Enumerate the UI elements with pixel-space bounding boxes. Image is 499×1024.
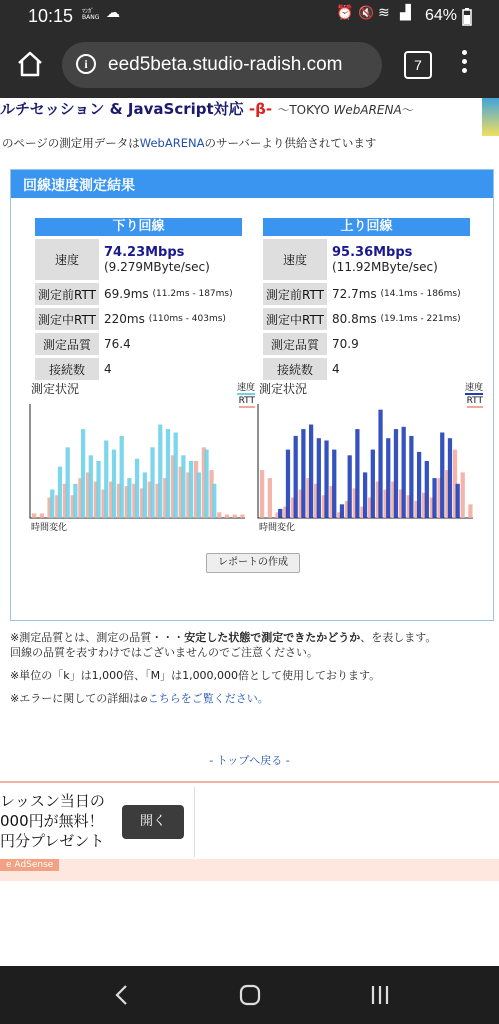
alarm-icon: ⏰	[336, 5, 354, 21]
row-value	[99, 283, 233, 305]
table-row	[263, 283, 470, 305]
notice-after: のサーバーより供給されています	[204, 136, 377, 150]
speed-value: 95.36Mbps	[332, 245, 413, 260]
note-quality-a: ※測定品質とは、測定の品質・・・	[10, 631, 185, 644]
chart-title: 測定状況	[31, 382, 80, 396]
row-value	[99, 308, 226, 330]
title-sub-prefix: 〜TOKYO	[277, 103, 334, 117]
page-title	[0, 98, 414, 119]
legend-rtt-label: RTT	[466, 396, 483, 406]
rtt-bar	[260, 470, 264, 518]
row-value: 4	[104, 362, 112, 376]
table-row	[35, 239, 242, 280]
speed-bar	[309, 425, 313, 518]
speed-bar	[348, 455, 352, 518]
speed-bar	[425, 461, 429, 518]
speed-bar	[197, 472, 201, 518]
legend-rtt-label: RTT	[238, 396, 255, 406]
speed-bar	[409, 436, 413, 518]
row-label: 速度	[263, 239, 327, 280]
clock: 10:15	[28, 6, 74, 26]
note-error	[10, 691, 436, 708]
results-heading: 回線速度測定結果	[23, 178, 135, 194]
results-header	[11, 170, 493, 198]
ad-footer-strip	[0, 859, 499, 881]
error-details-link[interactable]: こちらをご覧ください。	[147, 692, 269, 705]
speed-bar	[294, 436, 298, 518]
note-units: ※単位の「k」は1,000倍、「M」は1,000,000倍として使用しております。	[10, 669, 381, 682]
speed-bar	[166, 429, 170, 518]
speed-bar	[81, 429, 85, 518]
row-value: 70.9	[332, 337, 359, 351]
table-row	[35, 358, 242, 380]
row-label: 速度	[35, 239, 99, 280]
home-nav-icon[interactable]	[239, 984, 261, 1006]
table-row	[263, 358, 470, 380]
table-row	[263, 308, 470, 330]
rtt-range: (14.1ms - 186ms)	[380, 289, 461, 299]
notes	[10, 630, 436, 713]
battery-icon	[462, 8, 472, 26]
browser-toolbar	[0, 34, 499, 98]
speed-bar	[158, 425, 162, 518]
ad-line3: 円分プレゼント	[0, 832, 105, 850]
speed-bar	[317, 438, 321, 518]
system-navigation-bar	[0, 966, 499, 1024]
webarena-link[interactable]: WebARENA	[139, 136, 205, 150]
note-quality-b: 安定した状態で測定できたかどうか	[184, 631, 361, 644]
title-sub-suffix: 〜	[401, 103, 414, 117]
speed-bar	[181, 455, 185, 518]
status-bar	[0, 0, 499, 34]
upload-table	[263, 218, 470, 380]
speed-bar	[73, 484, 77, 518]
note-quality-line2: 回線の品質を表すわけではございませんのでご注意ください。	[10, 646, 318, 659]
notice-before: のページの測定用データは	[2, 136, 140, 150]
title-main: ルチセッション & JavaScript対応	[0, 100, 244, 118]
ad-text	[0, 791, 105, 851]
ad-line1: レッスン当日の	[0, 792, 105, 810]
row-value: 4	[332, 362, 340, 376]
upload-bars	[257, 404, 475, 520]
rtt-value: 69.9ms	[104, 287, 149, 301]
rtt-bar	[32, 513, 36, 518]
address-bar[interactable]	[62, 42, 382, 88]
link-icon: ⊘	[140, 695, 148, 705]
rtt-bar	[268, 478, 272, 518]
speed-bar	[417, 452, 421, 518]
row-label: 測定品質	[35, 333, 99, 355]
table-row	[263, 333, 470, 355]
speed-bar	[355, 429, 359, 518]
chart-title: 測定状況	[259, 382, 308, 396]
speed-bar	[394, 429, 398, 518]
row-label: 測定中RTT	[35, 308, 99, 330]
speed-bar	[402, 427, 406, 518]
back-to-top-link[interactable]: - トップへ戻る -	[209, 754, 290, 767]
speed-bar	[189, 461, 193, 518]
speed-sub: (11.92MByte/sec)	[332, 260, 438, 274]
data-source-notice	[2, 135, 376, 151]
row-value	[327, 308, 461, 330]
rtt-bar	[40, 513, 44, 518]
manga-bang-icon: ﾏﾝｶﾞ BANG	[82, 8, 100, 21]
speed-bar	[286, 450, 290, 518]
rtt-value: 80.8ms	[332, 312, 377, 326]
speed-bar	[112, 450, 116, 518]
speed-bar	[440, 433, 444, 519]
rtt-bar	[468, 504, 472, 518]
signal-icon: ▟	[400, 5, 411, 21]
download-table	[35, 218, 242, 380]
speed-bar	[301, 429, 305, 518]
rtt-range: (11.2ms - 187ms)	[152, 289, 233, 299]
speed-bar	[150, 447, 154, 518]
speed-bar	[340, 504, 344, 518]
speed-bar	[371, 450, 375, 518]
results-panel	[10, 169, 494, 621]
speed-bar	[324, 440, 328, 518]
legend-speed	[465, 380, 483, 395]
row-value	[99, 239, 210, 280]
row-value: 76.4	[104, 337, 131, 351]
ad-open-button[interactable]: 開く	[122, 805, 184, 839]
speed-bar	[432, 478, 436, 518]
info-icon[interactable]: i	[76, 54, 96, 74]
speed-bar	[89, 455, 93, 518]
row-label: 接続数	[263, 358, 327, 380]
mute-icon: 🔇	[358, 6, 375, 21]
download-chart	[29, 380, 257, 540]
speed-bar	[96, 461, 100, 518]
note-error-a: ※エラーに関しての詳細は	[10, 692, 141, 705]
ad-banner[interactable]	[0, 781, 499, 883]
rtt-range: (110ms - 403ms)	[148, 314, 226, 324]
speed-bar	[378, 410, 382, 518]
rtt-bar	[240, 515, 244, 518]
rtt-value: 220ms	[104, 312, 145, 326]
title-sub-em: WebARENA	[333, 103, 402, 117]
legend-speed	[237, 380, 255, 395]
rtt-bar	[233, 515, 237, 518]
upload-chart	[257, 380, 485, 540]
adsense-badge: e AdSense	[0, 859, 59, 871]
speed-bar	[278, 509, 282, 518]
speed-bar	[66, 447, 70, 518]
recents-icon[interactable]	[369, 984, 391, 1006]
rtt-value: 72.7ms	[332, 287, 377, 301]
ad-line2: 000円が無料！	[0, 812, 104, 830]
x-axis-label: 時間変化	[31, 523, 68, 533]
speed-bar	[456, 484, 460, 518]
speed-bar	[120, 436, 124, 518]
speed-bar	[386, 438, 390, 518]
note-quality-c: 、を表します。	[360, 631, 437, 644]
row-label: 測定前RTT	[35, 283, 99, 305]
table-row	[35, 308, 242, 330]
speed-bar	[127, 478, 131, 518]
table-row	[263, 239, 470, 280]
web-page	[0, 98, 499, 966]
wifi-icon: ≋	[378, 5, 390, 21]
row-label: 測定品質	[263, 333, 327, 355]
rtt-bar	[225, 515, 229, 518]
ad-divider	[194, 787, 195, 857]
speed-bar	[58, 467, 62, 518]
row-label: 測定中RTT	[263, 308, 327, 330]
row-value	[327, 239, 438, 280]
speed-sub: (9.279MByte/sec)	[104, 260, 210, 274]
table-row	[35, 283, 242, 305]
download-header: 下り回線	[35, 218, 242, 236]
url-text[interactable]: eed5beta.studio-radish.com	[108, 54, 343, 75]
table-row	[35, 333, 242, 355]
rtt-range: (19.1ms - 221ms)	[380, 314, 461, 324]
legend-speed-label: 速度	[236, 383, 255, 393]
rtt-bar	[461, 472, 465, 518]
legend-speed-label: 速度	[464, 383, 483, 393]
row-label: 接続数	[35, 358, 99, 380]
battery-level: 64%	[424, 7, 457, 24]
title-sub	[277, 103, 413, 117]
create-report-button[interactable]: レポートの作成	[206, 553, 300, 573]
speed-bar	[212, 484, 216, 518]
speed-bar	[104, 440, 108, 518]
back-icon[interactable]	[113, 984, 131, 1006]
speed-bar	[135, 459, 139, 518]
tab-switcher-button[interactable]: 7	[404, 51, 432, 79]
cloud-icon: ☁	[106, 5, 120, 21]
speed-bar	[363, 472, 367, 518]
speed-bar	[448, 438, 452, 518]
x-axis-label: 時間変化	[259, 523, 296, 533]
note-quality	[10, 630, 436, 660]
speed-value: 74.23Mbps	[104, 245, 185, 260]
rtt-bar	[217, 512, 221, 518]
speed-bar	[204, 450, 208, 518]
row-value	[327, 283, 461, 305]
home-icon[interactable]	[15, 49, 45, 79]
site-logo[interactable]	[482, 98, 499, 136]
speed-bar	[50, 490, 54, 519]
overflow-menu-icon[interactable]	[458, 50, 470, 80]
download-bars	[29, 404, 247, 520]
title-beta: -β-	[248, 100, 273, 118]
upload-header: 上り回線	[263, 218, 470, 236]
speed-bar	[174, 433, 178, 519]
speed-bar	[332, 450, 336, 518]
speed-bar	[143, 472, 147, 518]
row-label: 測定前RTT	[263, 283, 327, 305]
